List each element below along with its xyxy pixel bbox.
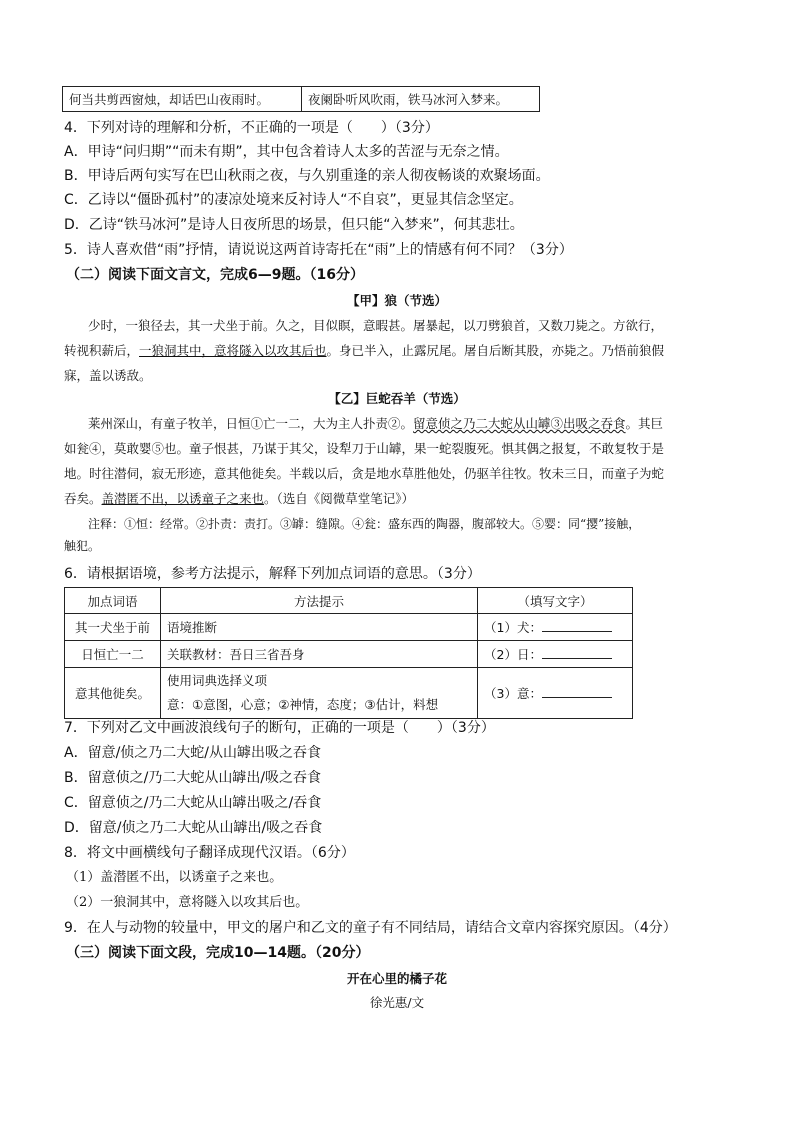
q8-sentence-2: （2）一狼洞其中，意将隧入以攻其后也。: [66, 895, 309, 910]
yi-line-4-a: 吞矣。: [64, 491, 102, 506]
q9-stem: 9．在人与动物的较量中，甲文的屠户和乙文的童子有不同结局，请结合文章内容探究原因。（4分）: [64, 920, 677, 936]
q7-option-d: D．留意/侦之乃二大蛇从山罅出/吸之吞食: [64, 820, 323, 836]
q6-stem: 6．请根据语境，参考方法提示，解释下列加点词语的意思。（3分）: [64, 566, 481, 582]
q6-hint-line-2: 意：①意图，心意；②神情，态度；③估计，料想: [167, 697, 439, 712]
q6-row: [65, 614, 633, 641]
q6-answer-label: （3）意：: [484, 686, 542, 701]
section3-title: 开在心里的橘子花: [346, 971, 447, 986]
q6-answer-cell: [478, 614, 633, 641]
yi-line-3: 地。时往潜伺，寂无形迹，意其他徙矣。半载以后，贪是地水草胜他处，仍驱羊往牧。牧未三日，而童子为蛇: [64, 466, 665, 481]
jia-passage: [64, 313, 736, 388]
q6-header-answer: （填写文字）: [478, 588, 633, 614]
q6-answer-label: （1）犬：: [484, 620, 542, 635]
q4-option-c: C．乙诗以“僵卧孤村”的凄凉处境来反衬诗人“不自哀”，更显其信念坚定。: [64, 192, 523, 208]
yi-wavy-sentence: 留意侦之乃二大蛇从山罅③出吸之吞食: [413, 416, 626, 431]
yi-line-4-b: 。（选自《阅微草堂笔记》）: [264, 491, 415, 506]
answer-blank[interactable]: [542, 685, 612, 698]
yi-title: 【乙】巨蛇吞羊（节选）: [328, 391, 466, 406]
q6-answer-cell: [478, 641, 633, 668]
poem-cell-right: 夜阑卧听风吹雨，铁马冰河入梦来。: [302, 87, 540, 112]
q6-answer-label: （2）日：: [484, 647, 542, 662]
jia-line-2: [64, 338, 736, 363]
yi-line-1-a: 莱州深山，有童子牧羊，日恒①亡一二，大为主人扑责②。: [88, 416, 414, 431]
note-line-1: 注释：①恒：经常。②扑责：责打。③罅：缝隙。④瓮：盛东西的陶器，腹部较大。⑤婴：同“撄”接触，: [88, 517, 641, 531]
section3-author: 徐光惠/文: [369, 995, 425, 1010]
answer-blank[interactable]: [542, 619, 612, 632]
q6-hint: 关联教材：吾日三省吾身: [161, 641, 478, 668]
q6-word: 日恒亡一二: [65, 641, 161, 668]
jia-title: 【甲】狼（节选）: [346, 293, 447, 308]
q6-row: [65, 668, 633, 719]
jia-underlined-sentence: 一狼洞其中，意将隧入以攻其后也: [139, 343, 327, 358]
q6-table: [64, 587, 633, 719]
q7-option-a: A．留意/侦之乃二大蛇/从山罅出吸之吞食: [64, 745, 322, 761]
jia-line-2-b: 。身已半入，止露尻尾。屠自后断其股，亦毙之。乃悟前狼假: [326, 343, 665, 358]
q6-header-row: [65, 588, 633, 614]
q6-hint: 语境推断: [161, 614, 478, 641]
answer-blank[interactable]: [542, 646, 612, 659]
jia-line-1: 少时，一狼径去，其一犬坐于前。久之，目似瞑，意暇甚。屠暴起，以刀劈狼首，又数刀毙之。方欲行，: [88, 318, 664, 333]
yi-passage: [64, 411, 736, 511]
q7-option-c: C．留意侦之/乃二大蛇从山罅出吸之/吞食: [64, 795, 322, 811]
q8-stem: 8．将文中画横线句子翻译成现代汉语。（6分）: [64, 845, 355, 861]
q8-sentence-1: （1）盖潜匿不出，以诱童子之来也。: [66, 870, 283, 885]
q6-word: 意其他徙矣。: [65, 668, 161, 719]
yi-line-2: 如瓮④，莫敢婴⑤也。童子恨甚，乃谋于其父，设犁刀于山罅，果一蛇裂腹死。惧其偶之报复，不敢复牧于是: [64, 441, 665, 456]
yi-underlined-sentence: 盖潜匿不出，以诱童子之来也: [101, 491, 265, 506]
q6-header-word: 加点词语: [65, 588, 161, 614]
section3-heading: （三）阅读下面文段，完成10—14题。（20分）: [66, 945, 370, 961]
yi-line-4: [64, 486, 736, 511]
yi-line-1-b: 。其巨: [625, 416, 664, 431]
yi-line-1: [64, 411, 736, 436]
q4-option-d: D．乙诗“铁马冰河”是诗人日夜所思的场景，但只能“入梦来”，何其悲壮。: [64, 217, 524, 233]
poem-cell-left: 何当共剪西窗烛，却话巴山夜雨时。: [63, 87, 302, 112]
q4-stem: 4．下列对诗的理解和分析，不正确的一项是（ ）（3分）: [64, 120, 439, 136]
q7-stem: 7．下列对乙文中画波浪线句子的断句，正确的一项是（ ）（3分）: [64, 720, 495, 736]
annotations: [64, 513, 736, 557]
jia-line-2-a: 转视积薪后，: [64, 343, 140, 358]
note-line-2: 触犯。: [64, 539, 101, 553]
poem-table: [62, 86, 540, 112]
q6-answer-cell: [478, 668, 633, 719]
q4-option-b: B．甲诗后两句实写在巴山秋雨之夜，与久别重逢的亲人彻夜畅谈的欢聚场面。: [64, 168, 550, 184]
q6-hint: [161, 668, 478, 719]
q4-option-a: A．甲诗“问归期”“而未有期”，其中包含着诗人太多的苦涩与无奈之情。: [64, 144, 509, 160]
q7-option-b: B．留意侦之/乃二大蛇从山罅出/吸之吞食: [64, 770, 322, 786]
q6-word: 其一犬坐于前: [65, 614, 161, 641]
q6-row: [65, 641, 633, 668]
q5-stem: 5．诗人喜欢借“雨”抒情，请说说这两首诗寄托在“雨”上的情感有何不同？（3分）: [64, 242, 573, 258]
section2-heading: （二）阅读下面文言文，完成6—9题。（16分）: [66, 267, 364, 283]
q6-header-hint: 方法提示: [161, 588, 478, 614]
jia-line-3: 寐，盖以诱敌。: [64, 368, 152, 383]
q6-hint-line-1: 使用词典选择义项: [167, 673, 268, 688]
